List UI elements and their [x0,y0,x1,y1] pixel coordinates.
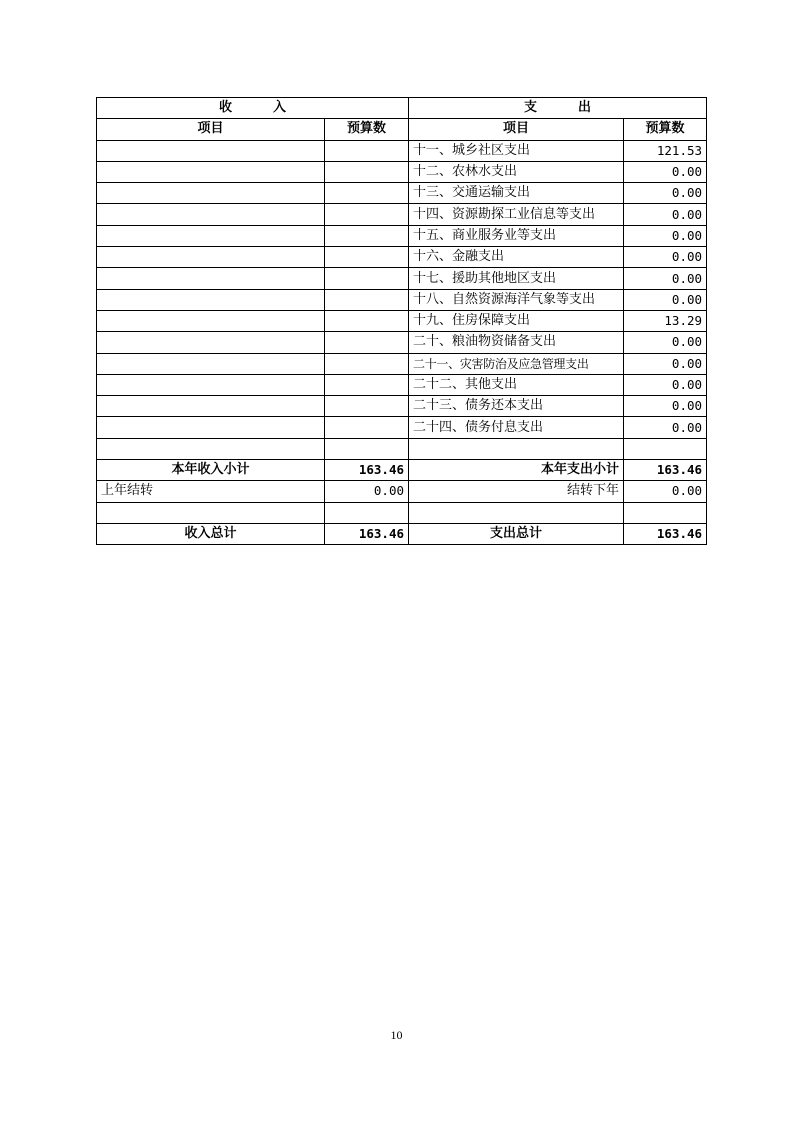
budget-table [96,97,707,545]
expense-budget: 13.29 [624,310,707,331]
expense-budget: 0.00 [624,204,707,225]
expense-item: 十五、商业服务业等支出 [409,225,624,246]
income-budget-header: 预算数 [325,119,409,140]
expense-section-title: 支 出 [409,98,707,119]
income-carry-value: 0.00 [325,481,409,502]
blank-cell [325,438,409,459]
expense-item: 十三、交通运输支出 [409,183,624,204]
expense-subtotal-label: 本年支出小计 [409,460,624,481]
expense-item: 十八、自然资源海洋气象等支出 [409,289,624,310]
blank-cell [624,502,707,523]
expense-budget: 0.00 [624,332,707,353]
income-item [97,183,325,204]
table-row [97,332,707,353]
expense-budget: 0.00 [624,247,707,268]
income-item [97,353,325,374]
expense-item: 十六、金融支出 [409,247,624,268]
expense-item: 二十一、灾害防治及应急管理支出 [409,353,624,374]
income-item [97,225,325,246]
table-row [97,417,707,438]
table-row [97,268,707,289]
subtotal-row [97,460,707,481]
table-row [97,161,707,182]
expense-budget: 0.00 [624,374,707,395]
income-budget [325,247,409,268]
income-item [97,374,325,395]
expense-carry-value: 0.00 [624,481,707,502]
income-carry-label: 上年结转 [97,481,325,502]
income-total-label: 收入总计 [97,523,325,544]
income-budget [325,289,409,310]
income-item-header: 项目 [97,119,325,140]
blank-row [97,438,707,459]
expense-budget: 0.00 [624,183,707,204]
expense-budget: 0.00 [624,268,707,289]
income-item [97,247,325,268]
expense-budget: 0.00 [624,417,707,438]
blank-cell [409,502,624,523]
income-budget [325,353,409,374]
expense-budget: 121.53 [624,140,707,161]
income-budget [325,417,409,438]
expense-carry-label: 结转下年 [409,481,624,502]
expense-item: 二十四、债务付息支出 [409,417,624,438]
expense-subtotal-value: 163.46 [624,460,707,481]
expense-item: 十九、住房保障支出 [409,310,624,331]
expense-total-value: 163.46 [624,523,707,544]
income-item [97,310,325,331]
income-section-title: 收 入 [97,98,409,119]
table-row [97,225,707,246]
income-subtotal-value: 163.46 [325,460,409,481]
income-budget [325,332,409,353]
income-budget [325,374,409,395]
expense-item: 二十、粮油物资储备支出 [409,332,624,353]
blank-cell [624,438,707,459]
table-row [97,310,707,331]
expense-item: 二十二、其他支出 [409,374,624,395]
expense-budget: 0.00 [624,396,707,417]
income-item [97,417,325,438]
income-item [97,396,325,417]
income-budget [325,225,409,246]
expense-total-label: 支出总计 [409,523,624,544]
expense-item: 十二、农林水支出 [409,161,624,182]
blank-row [97,502,707,523]
income-budget [325,204,409,225]
table-row [97,396,707,417]
income-item [97,332,325,353]
table-row [97,353,707,374]
column-header-row [97,119,707,140]
income-budget [325,396,409,417]
expense-item: 十七、援助其他地区支出 [409,268,624,289]
income-item [97,204,325,225]
expense-budget: 0.00 [624,225,707,246]
blank-cell [409,438,624,459]
income-subtotal-label: 本年收入小计 [97,460,325,481]
income-item [97,140,325,161]
income-budget [325,268,409,289]
expense-budget-header: 预算数 [624,119,707,140]
expense-item-header: 项目 [409,119,624,140]
income-item [97,161,325,182]
income-budget [325,183,409,204]
income-item [97,268,325,289]
table-row [97,140,707,161]
section-header-row [97,98,707,119]
expense-budget: 0.00 [624,289,707,310]
income-item [97,289,325,310]
table-row [97,374,707,395]
page-number: 10 [390,1028,403,1042]
expense-item: 二十三、债务还本支出 [409,396,624,417]
blank-cell [97,438,325,459]
expense-item: 十一、城乡社区支出 [409,140,624,161]
blank-cell [97,502,325,523]
total-row [97,523,707,544]
income-budget [325,161,409,182]
table-row [97,204,707,225]
carry-row [97,481,707,502]
expense-budget: 0.00 [624,353,707,374]
income-budget [325,310,409,331]
table-row [97,247,707,268]
table-row [97,183,707,204]
income-total-value: 163.46 [325,523,409,544]
blank-cell [325,502,409,523]
expense-budget: 0.00 [624,161,707,182]
expense-item: 十四、资源勘探工业信息等支出 [409,204,624,225]
income-budget [325,140,409,161]
table-row [97,289,707,310]
